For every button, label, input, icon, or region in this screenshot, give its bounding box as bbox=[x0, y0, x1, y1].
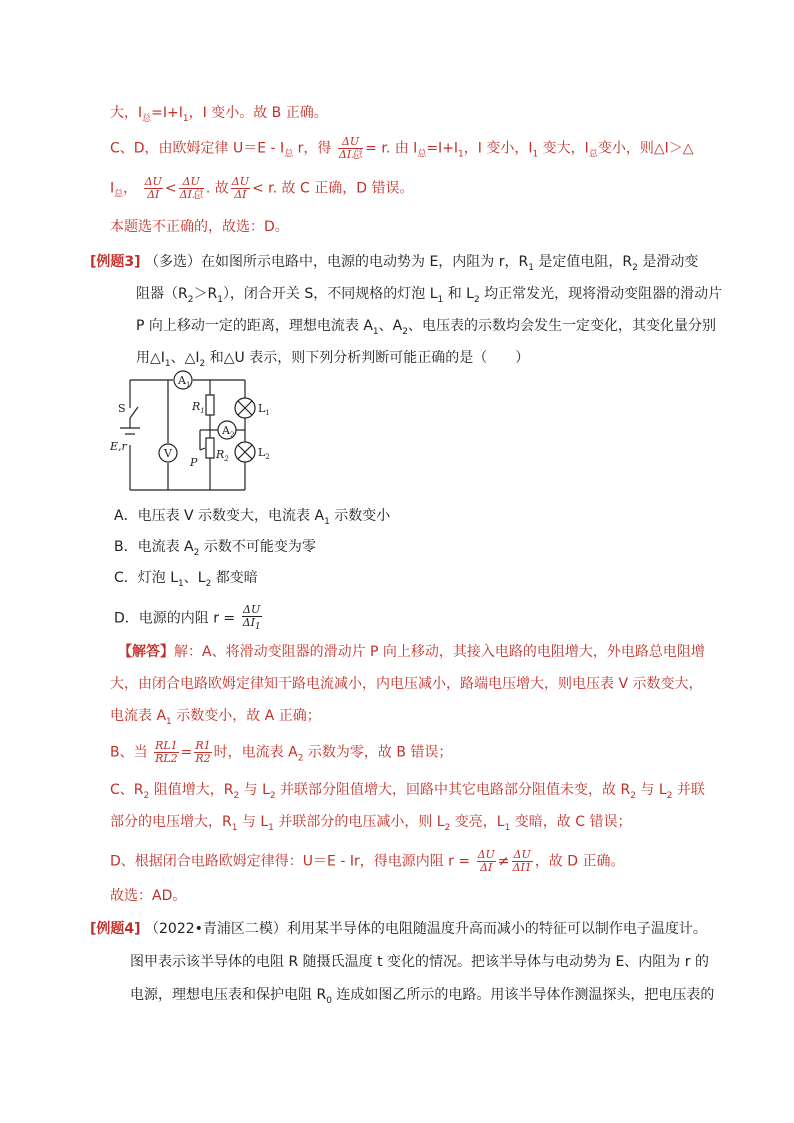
s-label: S bbox=[118, 402, 126, 415]
text: 、电压表的示数均会发生一定变化，其变化量分别 bbox=[407, 318, 716, 334]
fraction: $\frac{\Delta U}{\Delta I1}$ bbox=[512, 848, 532, 874]
text: 、△I bbox=[170, 350, 200, 366]
prev-line-3 bbox=[110, 176, 413, 204]
text: 和 L bbox=[443, 286, 474, 302]
sub: 总 bbox=[114, 189, 124, 200]
option-a: A．电压表 V 示数变大，电流表 $A_1$ 示数变小 bbox=[114, 508, 391, 527]
text: P 向上移动一定的距离，理想电流表 A bbox=[136, 318, 373, 334]
example-tag: [例题4] bbox=[90, 921, 141, 937]
l1-label: $L_1$ bbox=[258, 402, 270, 417]
sub: 1 bbox=[437, 294, 444, 305]
r2-label: $R_2$ bbox=[216, 448, 229, 463]
er-label: E,r bbox=[110, 440, 127, 453]
sub: 1 bbox=[164, 358, 171, 369]
fraction: $\frac{\Delta U}{\Delta I}$ bbox=[231, 175, 249, 201]
sub: 2 bbox=[402, 326, 408, 337]
circuit-diagram bbox=[110, 370, 290, 500]
v-label: V bbox=[164, 447, 172, 460]
ex3-line-2 bbox=[136, 284, 722, 310]
prev-line-4: 本题选不正确的，故选：D。 bbox=[110, 219, 289, 235]
text: 、A bbox=[378, 318, 403, 334]
ex4-line-3: 电源，理想电压表和保护电阻 $R_0$ 连成如图乙所示的电路。用该半导体作测温探头，把电压表的 bbox=[130, 987, 715, 1006]
l2-label: $L_2$ bbox=[258, 446, 270, 461]
text: 变小，则△I＞△ bbox=[597, 140, 694, 157]
prev-line-1 bbox=[110, 103, 328, 129]
text: 均正常发光，现将滑动变阻器的滑动片 bbox=[479, 286, 723, 302]
fraction: $\frac{\Delta U}{\text{ΔI总}}$ bbox=[338, 135, 363, 161]
text: I bbox=[110, 180, 115, 197]
p-label: P bbox=[190, 456, 198, 469]
text: 阻器（R bbox=[136, 286, 188, 302]
r1-label: $R_1$ bbox=[192, 400, 205, 415]
solution-line-2: 大，由闭合电路欧姆定律知干路电流减小，内电压减小，路端电压增大，则电压表 V 示数变大， bbox=[110, 676, 703, 692]
solution-line-6: 部分的电压增大，$R_1$ 与 $L_1$ 并联部分的电压减小，则 $L_2$ 变亮，$L_1$ 变暗，故 C 错误； bbox=[110, 814, 632, 833]
solution-line-5: C、$R_2$ 阻值增大，$R_2$ 与 $L_2$ 并联部分阻值增大，回路中其它电路部分阻值未变，故 $R_2$ 与 $L_2$ 并联 bbox=[110, 782, 705, 801]
text: 是定值电阻，R bbox=[533, 254, 633, 270]
fraction: $\frac{\Delta U}{\Delta I}$ bbox=[144, 175, 162, 201]
solution-tag: 【解答】 bbox=[118, 644, 174, 660]
text: （多选）在如图所示电路中，电源的电动势为 E，内阻为 r，R bbox=[145, 254, 529, 270]
text: 大，I bbox=[110, 105, 143, 121]
fraction: $\frac{\Delta U}{\text{ΔI总}}$ bbox=[179, 175, 203, 201]
fraction: $\frac{RL1}{RL2}$ bbox=[155, 739, 178, 765]
solution-answer: 故选：AD。 bbox=[110, 888, 187, 904]
text: ＞R bbox=[193, 286, 218, 302]
solution-line-7: D、根据闭合电路欧姆定律得：U＝E - Ir，得电源内阻 r = $\frac{\Delta U}{\Delta I}$ ≠ $\frac{\Delta U}{\Delta I1}$ ，故 D 正确。 bbox=[110, 848, 625, 874]
sub: 总 bbox=[588, 149, 598, 160]
text: 是滑动变 bbox=[637, 254, 699, 270]
text: 和△U 表示，则下列分析判断可能正确的是（ ） bbox=[205, 350, 530, 366]
sub: 2 bbox=[187, 294, 194, 305]
text: =I+I bbox=[151, 105, 183, 121]
option-b: B．电流表 $A_2$ 示数不可能变为零 bbox=[114, 539, 316, 558]
solution-line-4: B、当 $\frac{RL1}{RL2}$ = $\frac{R1}{R2}$ 时，电流表 $A_2$ 示数为零，故 B 错误； bbox=[110, 739, 453, 765]
sub: 1 bbox=[532, 149, 539, 160]
text: . 故 bbox=[205, 180, 229, 197]
ex3-line-3 bbox=[136, 316, 716, 342]
sub: 2 bbox=[473, 294, 480, 305]
option-d: D．电源的内阻 r = $\frac{\Delta U}{\Delta I_1}$ bbox=[114, 603, 261, 633]
sub: 1 bbox=[182, 113, 189, 124]
text: ），闭合开关 S，不同规格的灯泡 L bbox=[222, 286, 438, 302]
example-tag: [例题3] bbox=[90, 254, 141, 270]
text: 变大，I bbox=[538, 140, 589, 157]
ex4-line-2: 图甲表示该半导体的电阻 R 随摄氏温度 t 变化的情况。把该半导体与电动势为 E、内阻为 r 的 bbox=[130, 954, 709, 970]
solution-line-1: 【解答】解：A、将滑动变阻器的滑动片 P 向上移动，其接入电路的电阻增大，外电路总电阻增 bbox=[118, 644, 705, 660]
sub: 总 bbox=[142, 113, 152, 124]
a2-label: $A_2$ bbox=[222, 424, 235, 439]
sub: 总 bbox=[284, 149, 294, 160]
sub: 2 bbox=[632, 262, 638, 273]
text: < bbox=[164, 180, 177, 197]
sub: 1 bbox=[458, 149, 464, 160]
ex3-line-1 bbox=[90, 252, 698, 278]
text: =I+I bbox=[426, 140, 459, 157]
text: ， bbox=[123, 180, 138, 197]
fraction: $\frac{R1}{R2}$ bbox=[195, 739, 211, 765]
sub: 1 bbox=[528, 262, 534, 273]
fraction: $\frac{\Delta U}{\Delta I_1}$ bbox=[242, 603, 261, 633]
text: 用△I bbox=[136, 350, 165, 366]
solution-line-3: 电流表 $A_1$ 示数变小，故 A 正确； bbox=[110, 708, 321, 727]
prev-line-2 bbox=[110, 136, 694, 164]
text: < r. 故 C 正确，D 错误。 bbox=[251, 180, 414, 197]
text: = r. 由 I bbox=[365, 140, 418, 157]
ex4-line-1: [例题4] （2022•青浦区二模）利用某半导体的电阻随温度升高而减小的特征可以制作电子温度计。 bbox=[90, 921, 707, 937]
sub: 1 bbox=[217, 294, 223, 305]
text: C、D，由欧姆定律 U＝E - I bbox=[110, 140, 285, 157]
sub: 1 bbox=[372, 326, 379, 337]
text: ，I 变小，I bbox=[463, 140, 533, 157]
sub: 总 bbox=[417, 149, 427, 160]
fraction: $\frac{\Delta U}{\Delta I}$ bbox=[477, 848, 495, 874]
option-c: C．灯泡 $L_1$、$L_2$ 都变暗 bbox=[114, 570, 258, 589]
sub: 2 bbox=[199, 358, 206, 369]
a1-label: $A_1$ bbox=[178, 374, 191, 389]
text: r，得 bbox=[293, 140, 332, 157]
text: ，I 变小。故 B 正确。 bbox=[188, 105, 328, 121]
